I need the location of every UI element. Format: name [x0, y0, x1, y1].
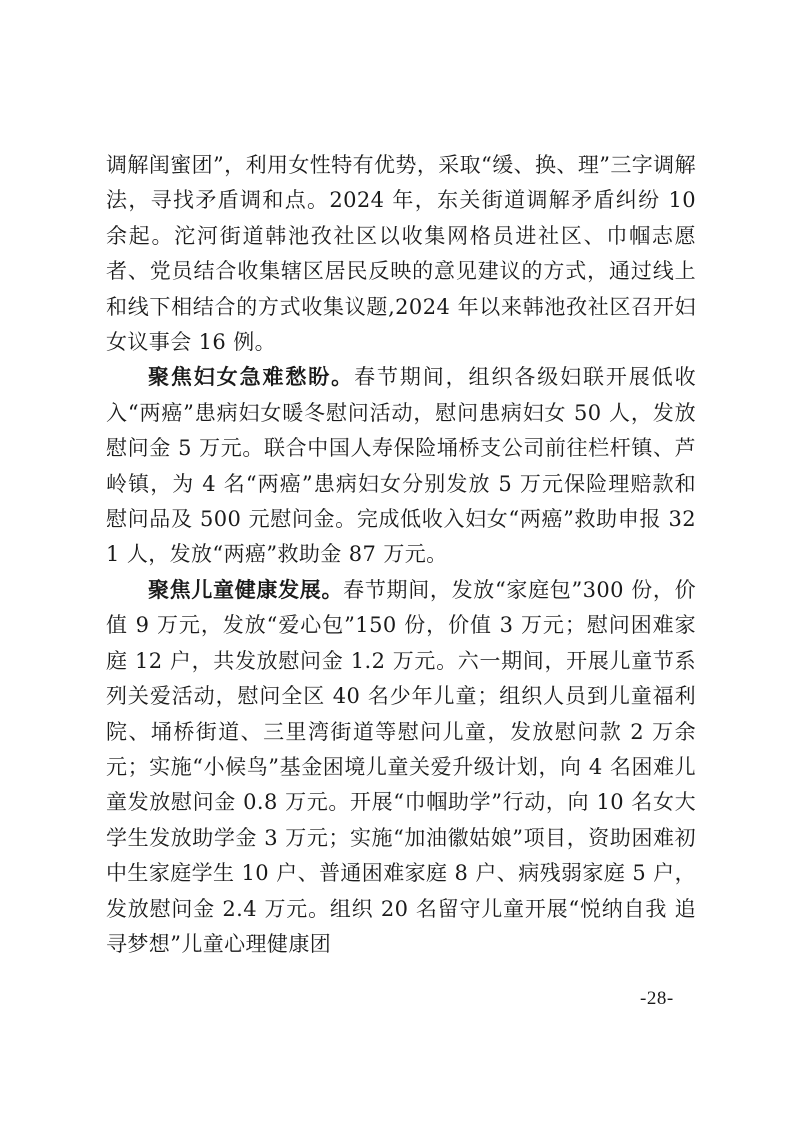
paragraph-text: 春节期间，组织各级妇联开展低收入“两癌”患病妇女暖冬慰问活动，慰问患病妇女 50 人，发放慰问金 5 万元。联合中国人寿保险埇桥支公司前往栏杆镇、芦岭镇，为 4 名“两癌”患病妇女分别发放 5 万元保险理赔款和慰问品及 500 元慰问金。完成低收入妇女“两癌”救助申报 321 人，发放“两癌”救助金 87 万元。 [106, 365, 696, 567]
paragraph-text: 调解闺蜜团”，利用女性特有优势，采取“缓、换、理”三字调解法，寻找矛盾调和点。2024 年，东关街道调解矛盾纠纷 10 余起。沱河街道韩池孜社区以收集网格员进社区、巾帼志愿者、党员结合收集辖区居民反映的意见建议的方式，通过线上和线下相结合的方式收集议题,2024 年以来韩池孜社区召开妇女议事会 16 例。 [106, 153, 696, 355]
paragraph-text: 春节期间，发放“家庭包”300 份，价值 9 万元，发放“爱心包”150 份，价值 3 万元；慰问困难家庭 12 户，共发放慰问金 1.2 万元。六一期间，开展儿童节系列关爱活动，慰问全区 40 名少年儿童；组织人员到儿童福利院、埇桥街道、三里湾街道等慰问儿童，发放慰问款 2 万余元；实施“小候鸟”基金困境儿童关爱升级计划，向 4 名困难儿童发放慰问金 0.8 万元。开展“巾帼助学”行动，向 10 名女大学生发放助学金 3 万元；实施“加油徽姑娘”项目，资助困难初中生家庭学生 10 户、普通困难家庭 8 户、病残弱家庭 5 户，发放慰问金 2.4 万元。组织 20 名留守儿童开展“悦纳自我 追寻梦想”儿童心理健康团 [106, 577, 696, 956]
page-number: -28- [640, 988, 674, 1009]
paragraph-women-needs [106, 360, 696, 572]
paragraph-heading: 聚焦妇女急难愁盼。 [148, 365, 355, 390]
paragraph-continuation [106, 148, 696, 360]
paragraph-children-health [106, 573, 696, 962]
paragraph-heading: 聚焦儿童健康发展。 [148, 577, 344, 602]
body-text [106, 148, 696, 962]
